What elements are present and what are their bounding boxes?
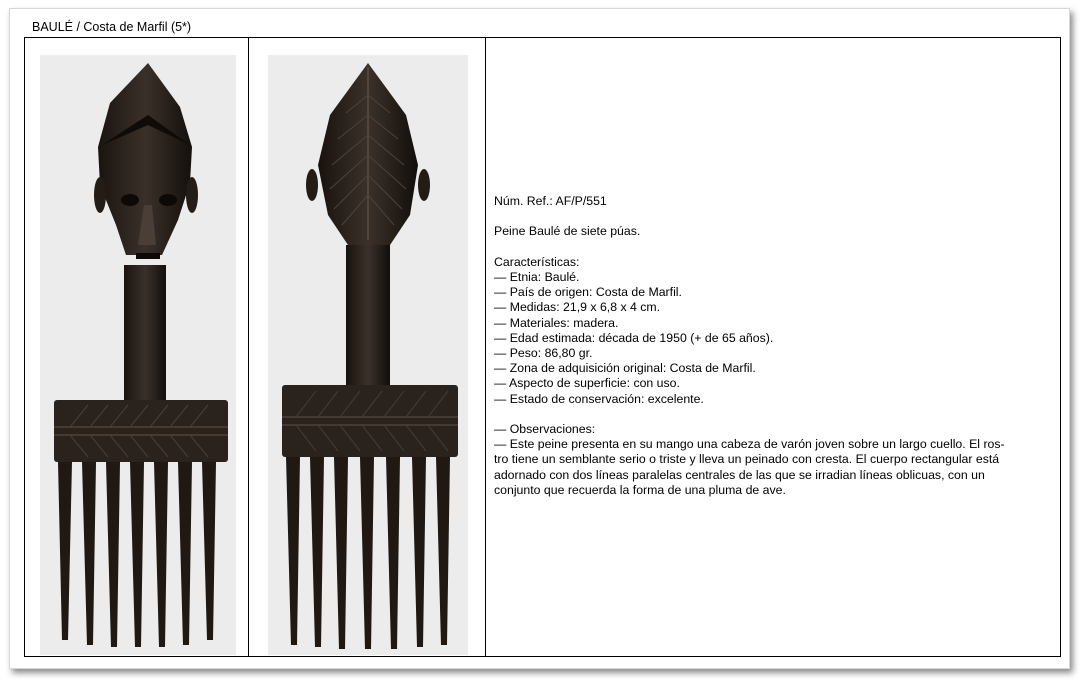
reference-number: Núm. Ref.: AF/P/551 xyxy=(494,194,607,208)
item-description xyxy=(494,194,1050,498)
column-divider xyxy=(248,38,249,656)
characteristic-line: — País de origen: Costa de Marfil. xyxy=(494,285,682,300)
characteristic-line: — Aspecto de superficie: con uso. xyxy=(494,376,680,391)
characteristic-line: — Etnia: Baulé. xyxy=(494,269,580,284)
comb-back-photo xyxy=(268,55,468,655)
characteristics-heading: Características: xyxy=(494,254,580,269)
page-header-title: BAULÉ / Costa de Marfil (5*) xyxy=(32,20,192,34)
characteristic-line: — Materiales: madera. xyxy=(494,315,619,330)
observations-line: adornado con dos líneas paralelas centrales de las que se irradian líneas oblicuas, con un xyxy=(494,467,985,482)
observations-line: conjunto que recuerda la forma de una pluma de ave. xyxy=(494,482,786,497)
comb-front-photo xyxy=(40,55,236,655)
column-divider xyxy=(485,38,486,656)
item-name: Peine Baulé de siete púas. xyxy=(494,224,641,239)
characteristic-line: — Medidas: 21,9 x 6,8 x 4 cm. xyxy=(494,300,661,315)
characteristic-line: — Peso: 86,80 gr. xyxy=(494,346,593,360)
observations-line: — Este peine presenta en su mango una cabeza de varón joven sobre un largo cuello. El ros- xyxy=(494,437,1005,452)
characteristic-line: — Edad estimada: década de 1950 (+ de 65 años). xyxy=(494,330,774,345)
catalog-table xyxy=(24,37,1061,657)
characteristic-line: — Zona de adquisición original: Costa de Marfil. xyxy=(494,361,756,376)
observations-line: tro tiene un semblante serio o triste y lleva un peinado con cresta. El cuerpo rectangular está xyxy=(494,452,1000,467)
characteristic-line: — Estado de conservación: excelente. xyxy=(494,391,704,406)
observations-heading: — Observaciones: xyxy=(494,422,596,436)
